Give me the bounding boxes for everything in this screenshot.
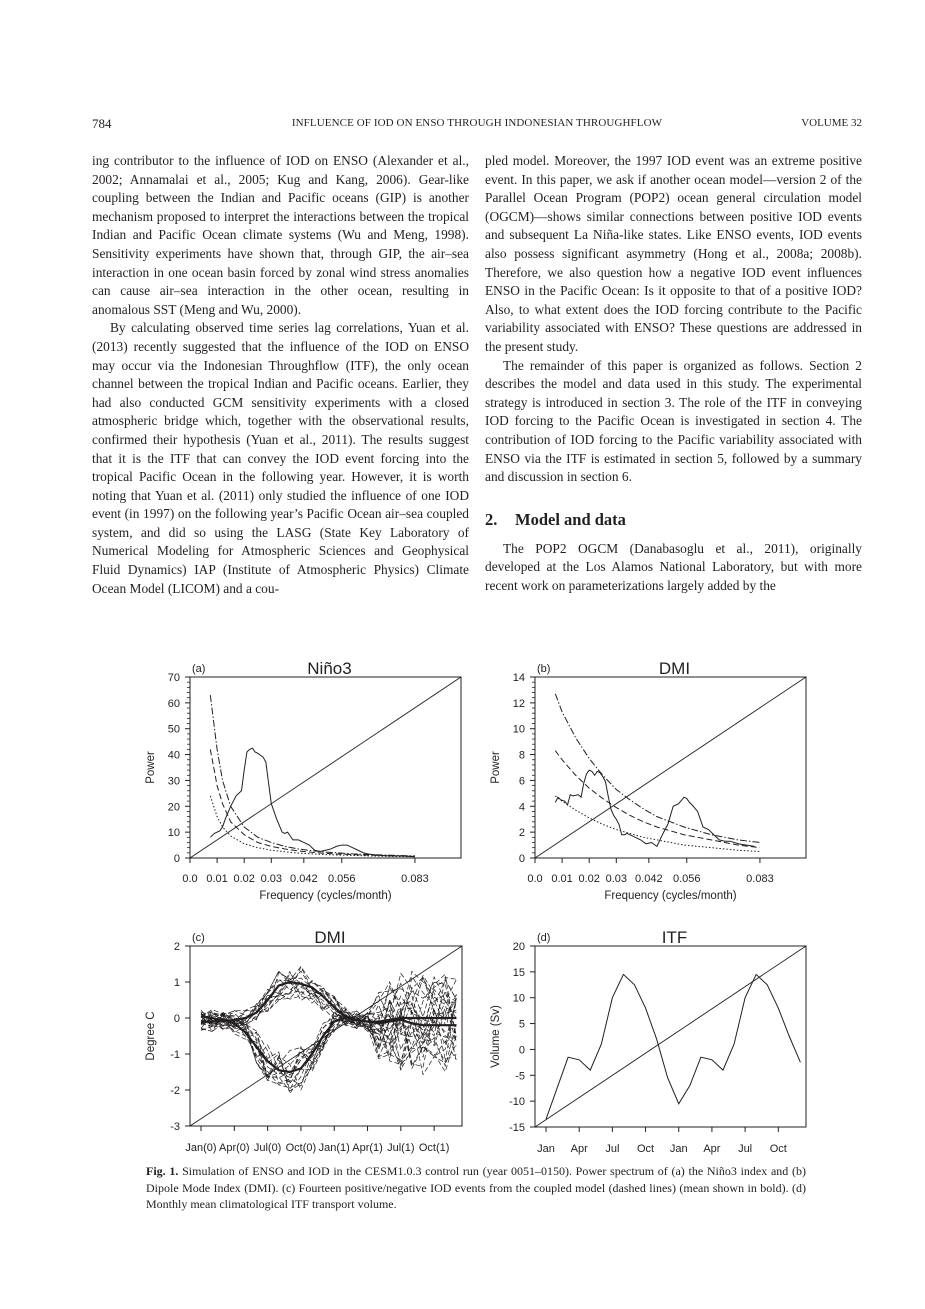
svg-text:Jul: Jul bbox=[738, 1143, 753, 1155]
svg-text:8: 8 bbox=[518, 749, 525, 762]
paragraph: By calculating observed time series lag correlations, Yuan et al. (2013) recently suggested that the influence of the IOD on ENSO may occur via the Indonesian Throughflow (ITF), the only ocean channel between the tropical Indian and Pacific oceans. Earlier, they had also conducted GCM sensitivity experiments with a closed atmospheric bridge which, together with the observational results, confirmed their hypothesis (Yuan et al., 2011). The results suggest that it is the ITF that can convey the IOD event forcing into the tropical Pacific Ocean in the following year. However, it is worth noting that Yuan et al. (2011) only studied the influence of one IOD event (in 1997) on the following year’s Pacific Ocean air–sea coupled system, and did so using the LASG (State Key Laboratory of Numerical Modeling for Atmospheric Sciences and Geophysical Fluid Dynamics) IAP (Institute of Atmospheric Physics) Climate Ocean Model (LICOM) and a cou- bbox=[92, 320, 469, 596]
paragraph: ing contributor to the influence of IOD on ENSO (Alexander et al., 2002; Annamalai et al., 2005; Kug and Kang, 2006). Gear-like coupling between the Indian and Pacific oceans (GIP) is another mechanism proposed to interpret the interactions between the tropical Indian and Pacific Ocean climate systems (Wu and Meng, 1998). Sensitivity experiments have shown that, through GIP, the air–sea interaction in one ocean basin forced by zonal wind stress anomalies can cause air–sea interaction in the other ocean, resulting in anomalous SST (Meng and Wu, 2000). bbox=[92, 153, 469, 317]
svg-text:15: 15 bbox=[512, 966, 525, 979]
svg-text:Niño3: Niño3 bbox=[307, 659, 352, 678]
series-spectrum bbox=[210, 748, 415, 857]
svg-text:0.042: 0.042 bbox=[635, 873, 663, 885]
svg-text:Degree C: Degree C bbox=[145, 1011, 157, 1061]
svg-text:DMI: DMI bbox=[658, 659, 691, 678]
svg-text:Power: Power bbox=[490, 751, 502, 784]
svg-text:20: 20 bbox=[167, 801, 180, 814]
section-heading bbox=[485, 510, 862, 530]
svg-text:10: 10 bbox=[512, 992, 525, 1005]
svg-text:Apr(0): Apr(0) bbox=[219, 1142, 250, 1154]
section-number: 2. bbox=[485, 509, 498, 529]
svg-text:0.042: 0.042 bbox=[290, 873, 318, 885]
svg-text:20: 20 bbox=[512, 941, 525, 953]
svg-text:Frequency (cycles/month): Frequency (cycles/month) bbox=[604, 890, 737, 902]
svg-text:0.01: 0.01 bbox=[551, 873, 573, 885]
series-95-confidence bbox=[555, 751, 760, 848]
svg-text:6: 6 bbox=[518, 775, 525, 788]
series-positive-iod-mean bbox=[201, 982, 456, 1022]
svg-text:10: 10 bbox=[512, 723, 525, 736]
svg-text:70: 70 bbox=[167, 672, 180, 684]
figure-1 bbox=[140, 650, 820, 1160]
series-spectrum bbox=[555, 770, 754, 846]
caption-text: Simulation of ENSO and IOD in the CESM1.0.3 control run (year 0051–0150). Power spectrum of (a) the Niño3 index and (b) Dipole Mode Index (DMI). (c) Fourteen positive/negative IOD events from the coupled model (dashed lines) (mean shown in bold). (d) Monthly mean climatological ITF transport volume. bbox=[146, 1164, 806, 1211]
svg-text:2: 2 bbox=[173, 941, 180, 953]
svg-text:Jan: Jan bbox=[537, 1143, 555, 1155]
figure-panels bbox=[140, 650, 820, 1160]
paragraph: The POP2 OGCM (Danabasoglu et al., 2011), originally developed at the Los Alamos National Laboratory, but with more recent work on parameterizations largely added by the bbox=[485, 540, 862, 593]
svg-text:0.056: 0.056 bbox=[327, 873, 356, 885]
svg-text:0.083: 0.083 bbox=[401, 873, 429, 885]
paragraph: pled model. Moreover, the 1997 IOD event was an extreme positive event. In this paper, we ask if another ocean model—version 2 of the Parallel Ocean Program (POP2) ocean general circulation model (OGCM)—shows similar connections between positive IOD events and subsequent La Niña-like states. Like ENSO events, IOD events also possess significant asymmetry (Hong et al., 2008a; 2008b). Therefore, we also question how a negative IOD event influences ENSO in the Pacific Ocean: Is it opposite to that of a positive IOD? Also, to what extent does the IOD forcing contribute to the Pacific variability associated with ENSO? These questions are addressed in the present study. bbox=[485, 153, 862, 354]
svg-text:Oct: Oct bbox=[636, 1143, 655, 1155]
svg-text:(a): (a) bbox=[192, 663, 206, 675]
chart-panel-b bbox=[490, 659, 806, 902]
right-column bbox=[485, 152, 862, 595]
svg-text:14: 14 bbox=[512, 672, 525, 684]
svg-text:(d): (d) bbox=[537, 932, 551, 944]
svg-text:0.0: 0.0 bbox=[182, 873, 198, 885]
svg-text:0.03: 0.03 bbox=[260, 873, 283, 885]
running-header bbox=[92, 116, 862, 134]
svg-text:-1: -1 bbox=[170, 1049, 180, 1061]
section-title: Model and data bbox=[515, 509, 626, 529]
chart-panel-d bbox=[490, 928, 806, 1155]
svg-text:30: 30 bbox=[167, 775, 180, 788]
series-99-confidence bbox=[555, 694, 760, 843]
svg-text:Jan: Jan bbox=[669, 1143, 688, 1155]
svg-text:Jan(1): Jan(1) bbox=[318, 1142, 350, 1154]
svg-text:0.083: 0.083 bbox=[746, 873, 774, 885]
svg-text:(c): (c) bbox=[192, 932, 205, 944]
svg-text:0.056: 0.056 bbox=[672, 873, 701, 885]
page-number: 784 bbox=[92, 116, 112, 131]
svg-text:12: 12 bbox=[512, 697, 525, 710]
svg-text:Jul(0): Jul(0) bbox=[253, 1142, 282, 1154]
svg-text:50: 50 bbox=[167, 723, 180, 736]
svg-text:Power: Power bbox=[145, 751, 157, 784]
svg-text:2: 2 bbox=[518, 827, 525, 840]
svg-text:0.02: 0.02 bbox=[233, 873, 255, 885]
svg-text:5: 5 bbox=[518, 1018, 525, 1031]
svg-text:0.01: 0.01 bbox=[206, 873, 228, 885]
svg-text:Oct(1): Oct(1) bbox=[418, 1142, 450, 1154]
svg-text:Volume (Sv): Volume (Sv) bbox=[490, 1005, 502, 1068]
svg-text:0: 0 bbox=[518, 853, 525, 865]
svg-text:-3: -3 bbox=[170, 1121, 180, 1133]
svg-text:Jul(1): Jul(1) bbox=[387, 1142, 415, 1154]
svg-text:Oct(0): Oct(0) bbox=[285, 1142, 317, 1154]
svg-text:60: 60 bbox=[167, 697, 180, 710]
svg-text:-15: -15 bbox=[509, 1122, 525, 1134]
figure-caption bbox=[146, 1163, 806, 1213]
svg-text:Jul: Jul bbox=[605, 1143, 620, 1155]
svg-text:-10: -10 bbox=[509, 1096, 525, 1109]
svg-text:-2: -2 bbox=[170, 1085, 180, 1097]
svg-text:10: 10 bbox=[167, 827, 180, 840]
svg-text:Apr: Apr bbox=[570, 1143, 588, 1155]
series-red-noise bbox=[210, 796, 415, 857]
svg-text:0.02: 0.02 bbox=[578, 873, 600, 885]
chart-panel-a bbox=[145, 659, 461, 902]
series-95-confidence bbox=[210, 749, 415, 856]
svg-text:40: 40 bbox=[167, 749, 180, 762]
svg-text:Frequency (cycles/month): Frequency (cycles/month) bbox=[259, 890, 392, 902]
svg-text:0: 0 bbox=[173, 853, 180, 865]
svg-text:0.03: 0.03 bbox=[605, 873, 628, 885]
svg-text:DMI: DMI bbox=[314, 928, 346, 947]
svg-text:0: 0 bbox=[173, 1013, 180, 1025]
left-column bbox=[92, 152, 469, 598]
svg-text:-5: -5 bbox=[515, 1070, 525, 1083]
svg-text:4: 4 bbox=[518, 801, 525, 814]
svg-text:ITF: ITF bbox=[661, 928, 688, 947]
chart-panel-c bbox=[145, 928, 462, 1154]
svg-text:(b): (b) bbox=[537, 663, 551, 675]
svg-text:0: 0 bbox=[518, 1044, 525, 1057]
svg-text:Oct: Oct bbox=[769, 1143, 787, 1155]
svg-text:1: 1 bbox=[173, 977, 180, 989]
svg-text:0.0: 0.0 bbox=[527, 873, 543, 885]
running-title: INFLUENCE OF IOD ON ENSO THROUGH INDONESIAN THROUGHFLOW bbox=[291, 117, 663, 129]
series-negative-iod-mean bbox=[201, 1018, 456, 1072]
series-itf-transport bbox=[546, 974, 800, 1119]
paragraph: The remainder of this paper is organized as follows. Section 2 describes the model and data used in this study. The experimental strategy is introduced in section 3. The role of the ITF in conveying IOD forcing to the Pacific Ocean is investigated in section 4. The contribution of IOD forcing to the Pacific variability associated with ENSO via the ITF is estimated in section 5, followed by a summary and discussion in section 6. bbox=[485, 357, 862, 485]
series-99-confidence bbox=[210, 695, 415, 856]
volume-label: VOLUME 32 bbox=[801, 117, 862, 129]
svg-text:Jan(0): Jan(0) bbox=[185, 1142, 217, 1154]
caption-label: Fig. 1. bbox=[146, 1164, 179, 1178]
svg-text:Apr: Apr bbox=[703, 1143, 721, 1155]
svg-text:Apr(1): Apr(1) bbox=[352, 1142, 383, 1154]
